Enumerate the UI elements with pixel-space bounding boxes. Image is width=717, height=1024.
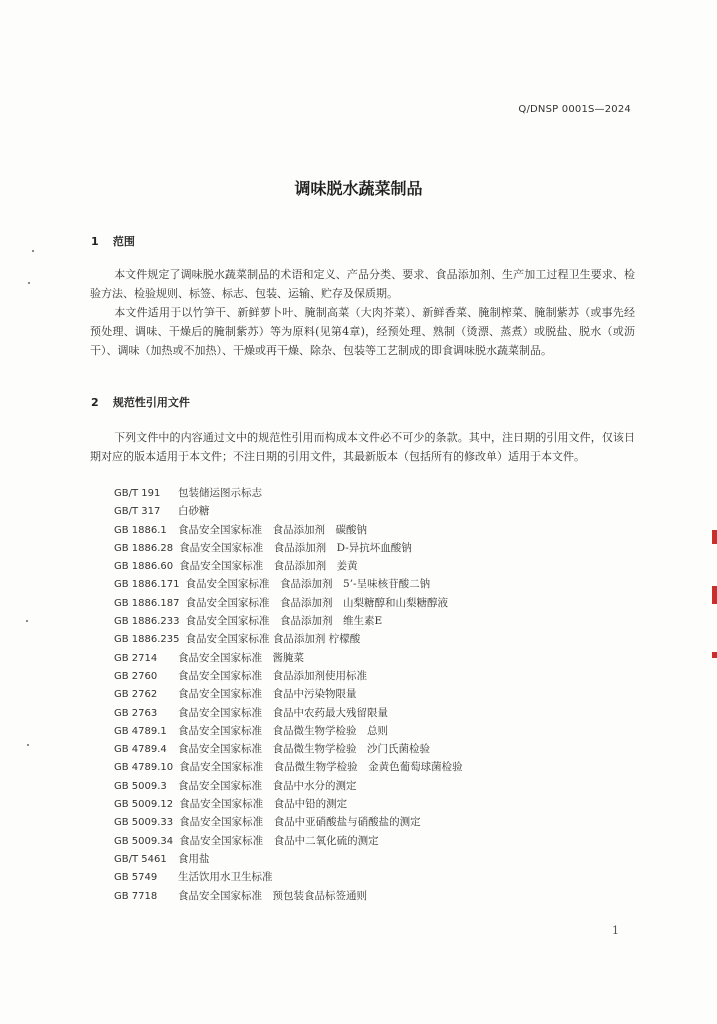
reference-title: 生活饮用水卫生标准 bbox=[178, 871, 273, 884]
reference-code: GB 5009.34 bbox=[114, 835, 174, 847]
reference-item bbox=[114, 539, 644, 557]
paragraph-text: 下列文件中的内容通过文中的规范性引用而构成本文件必不可少的条款。其中，注日期的引用文件，仅该日期对应的版本适用于本文件；不注日期的引用文件，其最新版本（包括所有的修改单）适用于本文件。 bbox=[90, 431, 635, 463]
reference-title: 食品安全国家标准 食品中二氧化硫的测定 bbox=[179, 834, 379, 847]
reference-title: 食用盐 bbox=[178, 852, 210, 865]
reference-code: GB 4789.1 bbox=[114, 725, 167, 737]
normative-intro bbox=[90, 428, 635, 466]
reference-item bbox=[114, 502, 644, 520]
reference-title: 食品安全国家标准 酱腌菜 bbox=[178, 651, 304, 664]
reference-title: 食品安全国家标准 食品添加剂 D-异抗坏血酸钠 bbox=[179, 541, 412, 554]
reference-item bbox=[114, 758, 644, 776]
reference-title: 食品安全国家标准 预包装食品标签通则 bbox=[178, 889, 367, 902]
reference-item bbox=[114, 612, 644, 630]
reference-code: GB 2760 bbox=[114, 670, 158, 682]
reference-item bbox=[114, 813, 644, 831]
reference-item bbox=[114, 557, 644, 575]
paragraph-text: 本文件规定了调味脱水蔬菜制品的术语和定义、产品分类、要求、食品添加剂、生产加工过程卫生要求、检验方法、检验规则、标签、标志、包装、运输、贮存及保质期。 bbox=[90, 268, 635, 300]
reference-code: GB 1886.171 bbox=[114, 579, 180, 591]
section-normative-heading bbox=[91, 394, 190, 410]
section-number: 2 bbox=[91, 396, 99, 409]
reference-code: GB 5009.12 bbox=[114, 799, 174, 811]
paragraph-text: 本文件适用于以竹笋干、新鲜萝卜叶、腌制高菜（大肉芥菜）、新鲜香菜、腌制榨菜、腌制紫苏（或事先经预处理、调味、干燥后的腌制紫苏）等为原料(见第4章)，经预处理、熟制（烫漂、蒸煮）或脱盐、脱水（或沥干）、调味（加热或不加热）、干燥或再干燥、除杂、包装等工艺制成的即食调味脱水蔬菜制品。 bbox=[90, 306, 635, 357]
reference-code: GB 1886.235 bbox=[114, 634, 180, 646]
reference-item bbox=[114, 594, 644, 612]
reference-code: GB 2763 bbox=[114, 707, 158, 719]
reference-item bbox=[114, 887, 644, 905]
document-code: Q/DNSP 0001S—2024 bbox=[518, 104, 631, 115]
reference-item bbox=[114, 740, 644, 758]
reference-code: GB 1886.28 bbox=[114, 542, 174, 554]
reference-code: GB 4789.4 bbox=[114, 744, 167, 756]
reference-code: GB/T 5461 bbox=[114, 853, 167, 865]
reference-title: 食品安全国家标准 食品添加剂 山梨糖醇和山梨糖醇液 bbox=[185, 596, 449, 609]
reference-title: 白砂糖 bbox=[178, 505, 210, 518]
scope-paragraph-1 bbox=[90, 265, 635, 303]
reference-title: 食品安全国家标准 食品中农药最大残留限量 bbox=[178, 706, 388, 719]
reference-item bbox=[114, 832, 644, 850]
reference-item bbox=[114, 521, 644, 539]
scope-paragraph-2 bbox=[90, 303, 635, 360]
reference-item bbox=[114, 685, 644, 703]
reference-item bbox=[114, 704, 644, 722]
document-title: 调味脱水蔬菜制品 bbox=[294, 179, 423, 198]
reference-item bbox=[114, 649, 644, 667]
reference-title: 食品安全国家标准 食品中亚硝酸盐与硝酸盐的测定 bbox=[179, 816, 421, 829]
scan-speck bbox=[28, 282, 30, 284]
reference-item bbox=[114, 667, 644, 685]
reference-title: 食品安全国家标准 食品微生物学检验 总则 bbox=[178, 724, 388, 737]
scan-speck bbox=[32, 250, 34, 252]
reference-code: GB 1886.233 bbox=[114, 616, 180, 628]
reference-code: GB/T 317 bbox=[114, 506, 161, 518]
reference-item bbox=[114, 850, 644, 868]
reference-title: 食品安全国家标准 食品添加剂 碳酸钠 bbox=[178, 523, 367, 536]
reference-code: GB 4789.10 bbox=[114, 762, 174, 774]
reference-item bbox=[114, 722, 644, 740]
reference-code: GB 5749 bbox=[114, 872, 158, 884]
reference-item bbox=[114, 795, 644, 813]
reference-title: 食品安全国家标准 食品微生物学检验 金黄色葡萄球菌检验 bbox=[179, 761, 463, 774]
section-number: 1 bbox=[91, 235, 99, 248]
reference-item bbox=[114, 630, 644, 648]
reference-code: GB/T 191 bbox=[114, 488, 161, 499]
reference-title: 食品安全国家标准 食品添加剂使用标准 bbox=[178, 669, 367, 682]
section-title: 范围 bbox=[112, 235, 135, 248]
reference-code: GB 1886.187 bbox=[114, 597, 180, 609]
reference-code: GB 2762 bbox=[114, 689, 158, 701]
reference-title: 食品安全国家标准 食品中水分的测定 bbox=[178, 779, 357, 792]
section-title: 规范性引用文件 bbox=[112, 396, 190, 409]
reference-item bbox=[114, 575, 644, 593]
scan-speck bbox=[27, 744, 29, 746]
reference-item bbox=[114, 484, 644, 502]
reference-title: 食品安全国家标准 食品添加剂 姜黄 bbox=[179, 560, 358, 573]
reference-item bbox=[114, 777, 644, 795]
reference-code: GB 5009.33 bbox=[114, 817, 174, 829]
reference-title: 食品安全国家标准 食品添加剂 维生素E bbox=[185, 615, 383, 628]
scan-edge-mark bbox=[712, 652, 717, 658]
reference-list bbox=[114, 484, 644, 905]
scan-edge-mark bbox=[712, 586, 717, 604]
reference-title: 包装储运图示标志 bbox=[178, 487, 262, 499]
reference-code: GB 5009.3 bbox=[114, 780, 167, 792]
reference-code: GB 7718 bbox=[114, 890, 158, 902]
reference-title: 食品安全国家标准 食品添加剂 5’-呈味核苷酸二钠 bbox=[185, 578, 431, 591]
scan-speck bbox=[26, 620, 28, 622]
reference-title: 食品安全国家标准 食品中污染物限量 bbox=[178, 688, 357, 701]
reference-title: 食品安全国家标准 食品添加剂 柠檬酸 bbox=[185, 633, 361, 646]
reference-item bbox=[114, 868, 644, 886]
reference-title: 食品安全国家标准 食品中铅的测定 bbox=[179, 798, 348, 811]
section-scope-heading bbox=[91, 233, 135, 249]
reference-code: GB 2714 bbox=[114, 652, 158, 664]
scan-edge-mark bbox=[712, 530, 717, 544]
reference-title: 食品安全国家标准 食品微生物学检验 沙门氏菌检验 bbox=[178, 743, 430, 756]
reference-code: GB 1886.1 bbox=[114, 524, 167, 536]
reference-code: GB 1886.60 bbox=[114, 561, 174, 573]
page-number: 1 bbox=[612, 924, 619, 937]
